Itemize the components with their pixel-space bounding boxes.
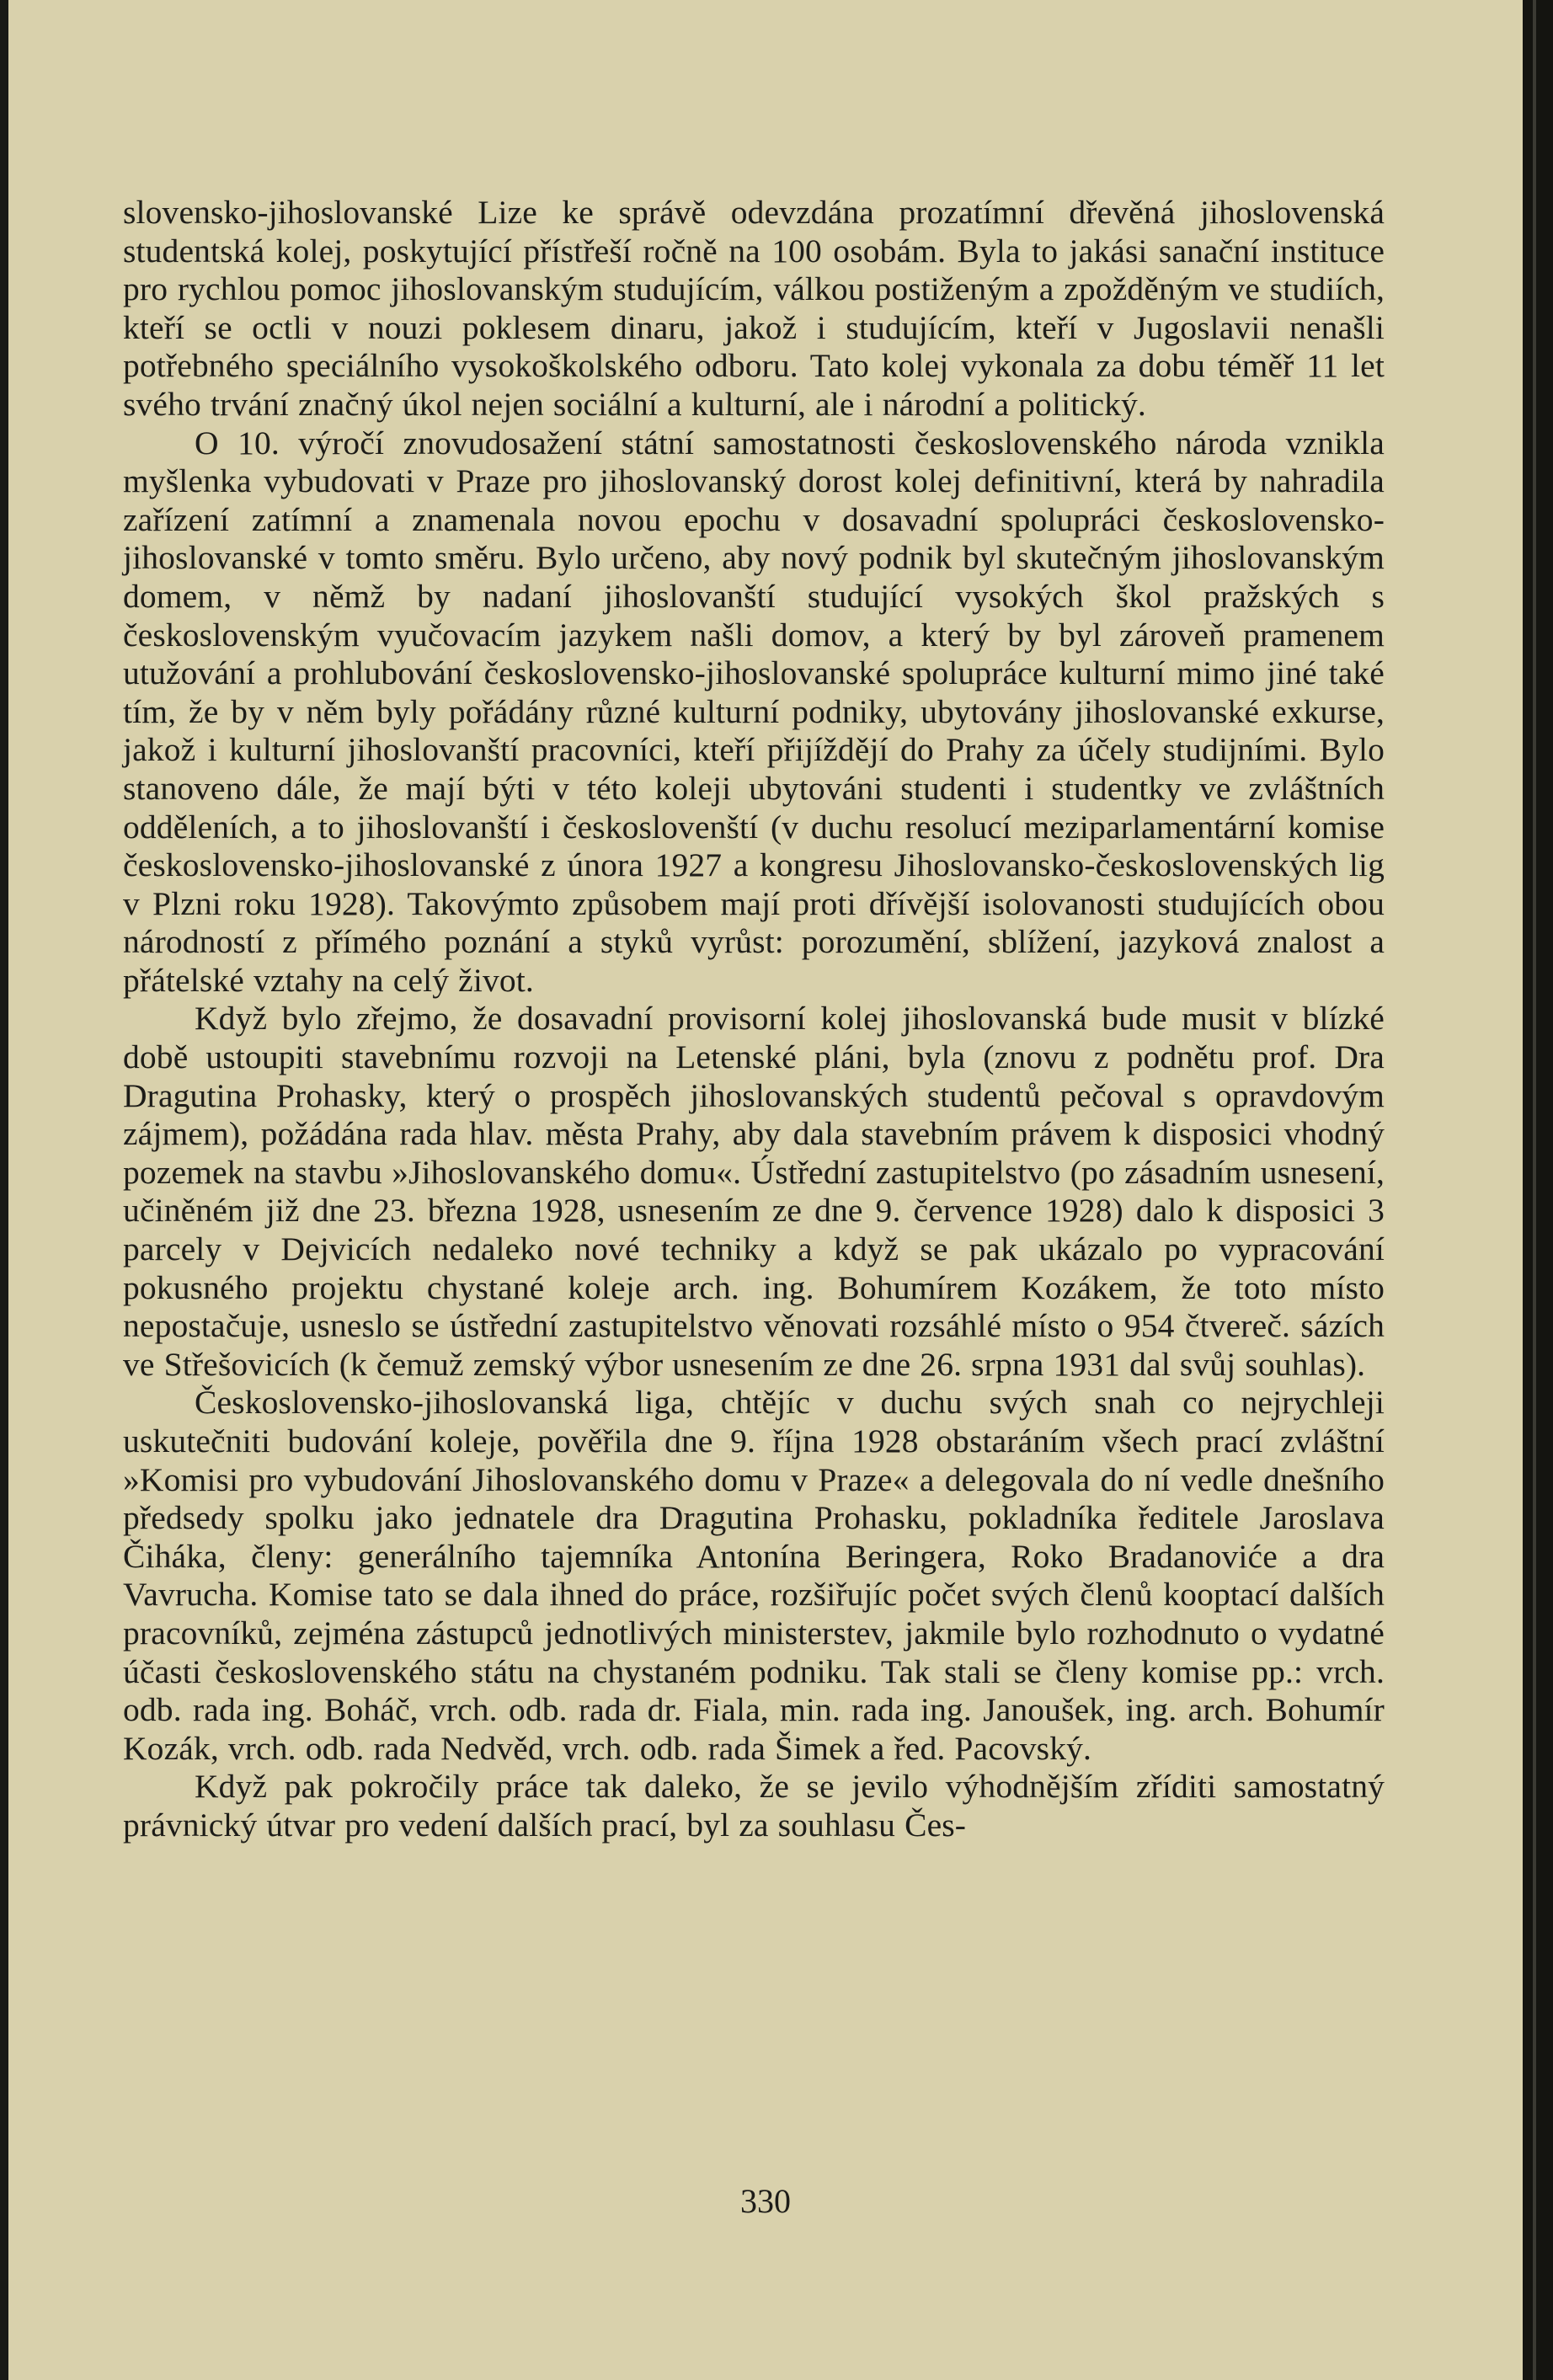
paragraph-1: slovensko-jihoslovanské Lize ke správě odevzdána prozatímní dřevěná jihoslovenská studentská kolej, poskytující přístřeší ročně na 100 osobám. Byla to jakási sanační instituce pro rychlou pomoc jihoslovanským studujícím, válkou postiženým a zpožděným ve studiích, kteří se octli v nouzi poklesem dinaru, jakož i studujícím, kteří v Jugoslavii nenašli potřebného speciálního vysokoškolského odboru. Tato kolej vykonala za dobu téměř 11 let svého trvání značný úkol nejen sociální a kulturní, ale i národní a politický. [123,194,1385,423]
paragraph-4: Československo-jihoslovanská liga, chtějíc v duchu svých snah co nejrychleji uskutečniti budování koleje, pověřila dne 9. října 1928 obstaráním všech prací zvláštní »Komisi pro vybudování Jihoslovanského domu v Praze« a delegovala do ní vedle dnešního předsedy spolku jako jednatele dra Dragutina Prohasku, pokladníka ředitele Jaroslava Čiháka, členy: generálního tajemníka Antonína Beringera, Roko Bradanoviće a dra Vavrucha. Komise tato se dala ihned do práce, rozšiřujíc počet svých členů kooptací dalších pracovníků, zejména zástupců jednotlivých ministerstev, jakmile bylo rozhodnuto o vydatné účasti československého státu na chystaném podniku. Tak stali se členy komise pp.: vrch. odb. rada ing. Boháč, vrch. odb. rada dr. Fiala, min. rada ing. Janoušek, ing. arch. Bohumír Kozák, vrch. odb. rada Nedvěd, vrch. odb. rada Šimek a řed. Pacovský. [123,1384,1385,1767]
paragraph-5: Když pak pokročily práce tak daleko, že se jevilo výhodnějším zříditi samostatný právnický útvar pro vedení dalších prací, byl za souhlasu Čes- [123,1768,1385,1844]
scan-right-edge [1523,0,1553,2380]
body-text [123,194,1385,1845]
book-page [8,0,1523,2380]
page-number: 330 [740,2182,791,2220]
scan-edge-rule [1533,0,1536,2380]
paragraph-2: O 10. výročí znovudosažení státní samostatnosti československého národa vznikla myšlenka vybudovati v Praze pro jihoslovanský dorost kolej definitivní, která by nahradila zařízení zatímní a znamenala novou epochu v dosavadní spolupráci československo-jihoslovanské v tomto směru. Bylo určeno, aby nový podnik byl skutečným jihoslovanským domem, v němž by nadaní jihoslovanští studující vysokých škol pražských s československým vyučovacím jazykem našli domov, a který by byl zároveň pramenem utužování a prohlubování československo-jihoslovanské spolupráce kulturní mimo jiné také tím, že by v něm byly pořádány různé kulturní podniky, ubytovány jihoslovanské exkurse, jakož i kulturní jihoslovanští pracovníci, kteří přijíždějí do Prahy za účely studijními. Bylo stanoveno dále, že mají býti v této koleji ubytováni studenti i studentky ve zvláštních odděleních, a to jihoslovanští i českoslovenští (v duchu resolucí meziparlamentární komise československo-jihoslovanské z února 1927 a kongresu Jihoslovansko-československých lig v Plzni roku 1928). Takovýmto způsobem mají proti dřívější isolovanosti studujících obou národností z přímého poznání a styků vyrůst: porozumění, sblížení, jazyková znalost a přátelské vztahy na celý život. [123,424,1385,999]
paragraph-3: Když bylo zřejmo, že dosavadní provisorní kolej jihoslovanská bude musit v blízké době ustoupiti stavebnímu rozvoji na Letenské pláni, byla (znovu z podnětu prof. Dra Dragutina Prohasky, který o prospěch jihoslovanských studentů pečoval s opravdovým zájmem), požádána rada hlav. města Prahy, aby dala stavebním právem k disposici vhodný pozemek na stavbu »Jihoslovanského domu«. Ústřední zastupitelstvo (po zásadním usnesení, učiněném již dne 23. března 1928, usnesením ze dne 9. července 1928) dalo k disposici 3 parcely v Dejvicích nedaleko nové techniky a když se pak ukázalo po vypracování pokusného projektu chystané koleje arch. ing. Bohumírem Kozákem, že toto místo nepostačuje, usneslo se ústřední zastupitelstvo věnovati rozsáhlé místo o 954 čtvereč. sázích ve Střešovicích (k čemuž zemský výbor usnesením ze dne 26. srpna 1931 dal svůj souhlas). [123,1000,1385,1383]
